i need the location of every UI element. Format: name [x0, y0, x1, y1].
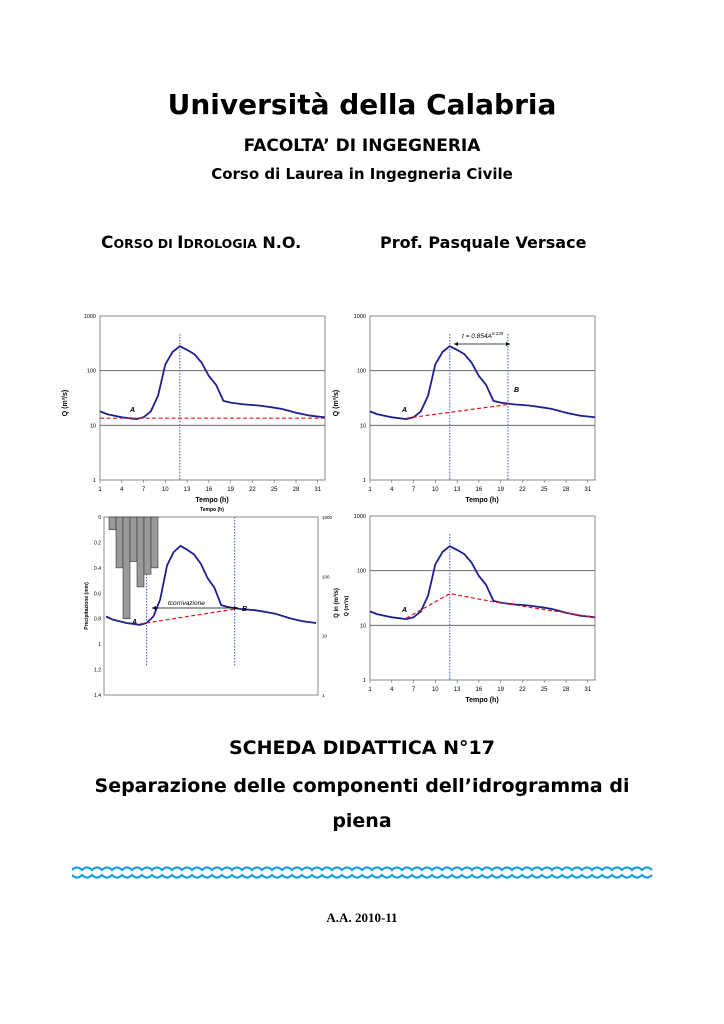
tc-label: tcorrivazione: [168, 600, 205, 607]
x-tick-label: 28: [292, 487, 300, 493]
professor-name: Prof. Pasquale Versace: [380, 233, 587, 252]
y-tick-label: 1000: [353, 514, 366, 520]
university-title: Università della Calabria: [167, 88, 557, 121]
point-label-b: B: [514, 387, 520, 394]
x-tick-label: 1: [368, 487, 372, 493]
chart-hydrograph-bottom-right: [330, 508, 610, 718]
x-tick-label: 31: [314, 487, 322, 493]
rainfall-bar: [130, 517, 137, 562]
course-suffix: N.O.: [256, 233, 302, 252]
y-tick-label-right: 1000: [322, 515, 333, 520]
x-axis-label: Tempo (h): [465, 497, 499, 504]
x-tick-label: 25: [270, 487, 278, 493]
point-label-a: A: [402, 407, 408, 414]
course-initial-c: C: [101, 233, 114, 253]
academic-year: A.A. 2010-11: [326, 910, 398, 925]
y-tick-label-right: 10: [322, 633, 328, 639]
x-tick-label: 10: [431, 687, 439, 693]
faculty-title: FACOLTA’ DI INGEGNERIA: [243, 136, 481, 156]
rainfall-bar: [144, 517, 151, 574]
arrow-head-left: [454, 342, 458, 346]
y-tick-label-right: 100: [322, 574, 330, 580]
x-tick-label: 1: [98, 487, 102, 493]
course-initial-i: I: [177, 233, 184, 253]
x-tick-label: 16: [475, 687, 483, 693]
y-axis-label: Q (m³/s): [333, 389, 340, 417]
point-label-a: A: [402, 607, 408, 614]
x-axis-label: Tempo (h): [195, 497, 229, 504]
y-tick-label-left: 1.4: [94, 693, 101, 699]
subtitle-line-2: piena: [332, 810, 392, 832]
wave-line-2: [72, 875, 652, 878]
y-tick-label-left: 0.4: [94, 565, 101, 572]
y-tick-label: 10: [359, 423, 366, 430]
baseflow-line: [406, 594, 595, 619]
y-tick-label-left: 1.2: [94, 667, 101, 674]
rainfall-bar: [151, 517, 158, 568]
rainfall-bar: [109, 517, 116, 530]
course-word-idrologia: DROLOGIA: [183, 236, 257, 251]
y-tick-label-right: 1: [322, 693, 325, 698]
y-axis-label: Q (m³/s): [62, 389, 69, 417]
course-name: [101, 233, 301, 253]
rainfall-bar: [123, 517, 130, 619]
y-tick-label-left: 0: [98, 515, 101, 521]
x-tick-label: 31: [584, 487, 592, 493]
x-tick-label: 22: [519, 687, 526, 693]
x-tick-label: 13: [453, 487, 461, 493]
y-tick-label: 10: [89, 423, 96, 430]
course-word-corso: ORSO DI: [113, 236, 178, 251]
x-tick-label: 19: [497, 687, 504, 693]
x-tick-label: 1: [368, 687, 372, 693]
y-axis-label: Q in (m³/s): [334, 588, 340, 618]
y-tick-label-left: 0.2: [94, 540, 101, 547]
x-tick-label: 7: [411, 487, 416, 493]
subtitle-line-1: Separazione delle componenti dell’idrogramma di: [94, 775, 630, 797]
x-tick-label: 19: [497, 487, 504, 493]
y-tick-label: 1: [362, 478, 366, 484]
x-tick-label: 16: [475, 487, 483, 493]
formula-exponent: 0.235: [491, 331, 504, 336]
chart-hydrograph-top-left: [55, 308, 335, 518]
y-tick-label: 10: [359, 623, 366, 630]
wave-decoration: [72, 862, 654, 882]
point-label-a: A: [130, 407, 136, 414]
x-tick-label: 22: [519, 487, 526, 493]
arrow-head-right: [506, 342, 510, 346]
x-tick-label: 19: [227, 487, 234, 493]
scheda-title: SCHEDA DIDATTICA N°17: [229, 737, 495, 759]
x-tick-label: 10: [161, 487, 169, 493]
point-label-b: B: [242, 606, 248, 613]
y-tick-label-left: 0.8: [94, 616, 101, 623]
x-tick-label: 28: [562, 687, 570, 693]
formula-label: [462, 331, 504, 340]
plot-frame: [100, 316, 325, 480]
chart-hydrograph-top-right: [330, 308, 610, 518]
plot-frame: [370, 516, 595, 680]
y-tick-label: 1: [92, 478, 96, 484]
y-tick-label: 1000: [353, 314, 366, 320]
x-tick-label: 4: [120, 487, 124, 493]
point-label-a: A: [132, 619, 138, 626]
x-tick-label: 4: [390, 487, 394, 493]
x-tick-label: 13: [183, 487, 191, 493]
plot-frame: [370, 316, 595, 480]
y-tick-label-left: 0.6: [94, 591, 101, 598]
x-tick-label: 7: [411, 687, 416, 693]
y-tick-label: 100: [356, 368, 366, 375]
x-axis-label: Tempo (h): [465, 697, 499, 704]
y-tick-label: 100: [86, 368, 96, 375]
y-axis-label-right: Q (m³/s): [344, 595, 350, 617]
y-tick-label-left: 1: [98, 642, 101, 649]
x-tick-label: 25: [540, 687, 548, 693]
y-tick-label: 1000: [83, 314, 96, 320]
x-axis-label-secondary: Tempo (h): [200, 507, 224, 513]
wave-line-1: [72, 868, 652, 871]
degree-title: Corso di Laurea in Ingegneria Civile: [211, 165, 513, 183]
x-tick-label: 16: [205, 487, 213, 493]
formula-base: t = 0.854A: [462, 333, 492, 340]
y-tick-label: 1: [362, 678, 366, 684]
x-tick-label: 13: [453, 687, 461, 693]
x-tick-label: 7: [141, 487, 146, 493]
x-tick-label: 22: [249, 487, 256, 493]
chart-rainfall-runoff: [80, 510, 360, 710]
y-axis-label-left: Precipitazione (mm): [84, 582, 90, 630]
arrow-head-left: [152, 606, 156, 610]
x-tick-label: 25: [540, 487, 548, 493]
x-tick-label: 31: [584, 687, 592, 693]
x-tick-label: 10: [431, 487, 439, 493]
x-tick-label: 4: [390, 687, 394, 693]
x-tick-label: 28: [562, 487, 570, 493]
rainfall-bar: [116, 517, 123, 568]
rainfall-bar: [137, 517, 144, 587]
y-tick-label: 100: [356, 568, 366, 575]
